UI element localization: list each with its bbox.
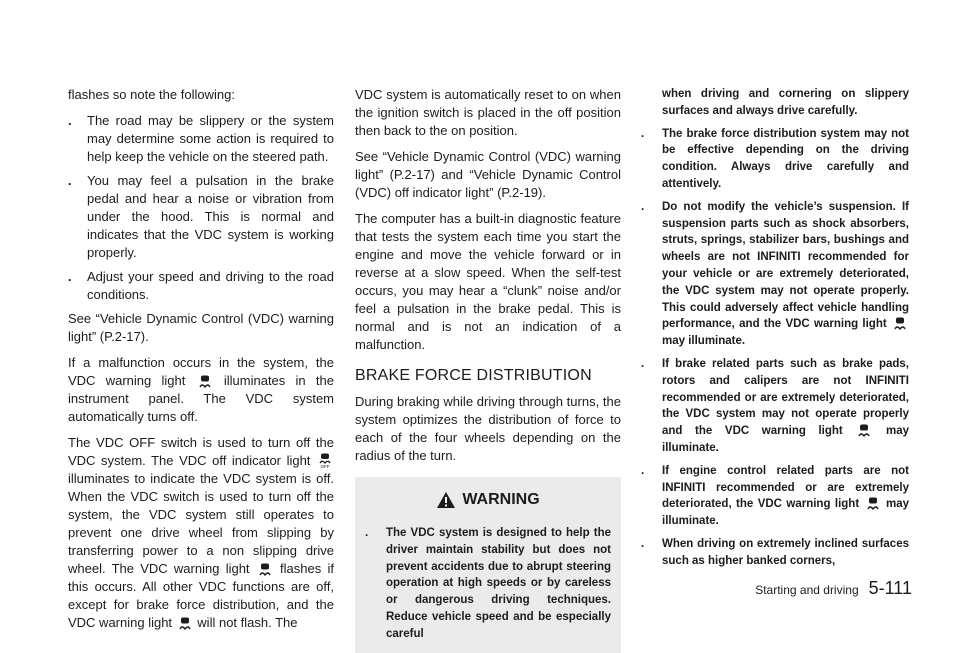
page-footer — [755, 578, 912, 599]
vdc-off-indicator-icon — [318, 453, 332, 468]
svg-text:OFF: OFF — [320, 463, 330, 468]
vdc-warning-light-icon — [258, 562, 272, 576]
column-1 — [68, 86, 334, 640]
section-heading: BRAKE FORCE DISTRIBUTION — [355, 367, 592, 384]
vdc-warning-light-icon — [857, 423, 871, 437]
list-item: . The road may be slippery or the system may determine some action is required to help keep the vehicle on the steered path. — [68, 113, 334, 164]
vdc-warning-light-icon — [198, 374, 212, 388]
column-2 — [355, 86, 621, 653]
intro-text: flashes so note the following: — [68, 87, 235, 102]
page-number: 5-111 — [868, 578, 912, 598]
warning-header — [365, 489, 611, 511]
footer-section-title: Starting and driving — [755, 583, 859, 597]
column-3 — [641, 86, 909, 576]
see-reference: See “Vehicle Dynamic Control (VDC) warning light” (P.2-17). — [68, 311, 334, 344]
warning-item: . The brake force distribution system may not be effective depending on the driving condition. Always drive carefully and attentively. — [641, 127, 909, 190]
warning-continuation: when driving and cornering on slippery surfaces and always drive carefully. — [662, 88, 909, 117]
warning-item: . Do not modify the vehicle’s suspension. If suspension parts such as shock absorbers, struts, springs, stabilizer bars, bushings and wheels are not INFINITI recommended for your vehicle or are extremely deteriorated, the VDC system may not operate properly. This could adversely affect vehicle handling performance, and the VDC warning light may illuminate. — [641, 200, 909, 348]
malfunction-paragraph: If a malfunction occurs in the system, the VDC warning light illuminates in the instrument panel. The VDC system automatically turns off. — [68, 355, 334, 424]
warning-title: WARNING — [462, 491, 540, 508]
warning-item: . The VDC system is designed to help the driver maintain stability but does not prevent accidents due to abrupt steering operation at high speeds or by careless or dangerous driving techniques. Reduce vehicle speed and be especially careful — [365, 527, 611, 640]
list-item: . You may feel a pulsation in the brake pedal and hear a noise or vibration from under the hood. This is normal and indicates that the VDC system is working properly. — [68, 173, 334, 260]
warning-triangle-icon — [436, 491, 456, 509]
diagnostic-paragraph: The computer has a built-in diagnostic feature that tests the system each time you start the engine and move the vehicle forward or in reverse at a slow speed. When the self-test occurs, you may hear a “clunk” noise and/or feel a pulsation in the brake pedal. This is normal and is not an indication of a malfunction. — [355, 211, 621, 352]
vdc-warning-light-icon — [178, 616, 192, 630]
vdc-off-paragraph: The VDC OFF switch is used to turn off the VDC system. The VDC off indicator light OFF illuminates to indicate the VDC system is off. When the VDC switch is used to turn off the system, the VDC system still operates to prevent one drive wheel from slipping by transferring power to a non slipping drive wheel. The VDC warning light flashes if this occurs. All other VDC functions are off, except for brake force distribution, and the VDC warning light will not flash. The — [68, 435, 334, 630]
see-reference: See “Vehicle Dynamic Control (VDC) warning light” (P.2-17) and “Vehicle Dynamic Control (VDC) off indicator light” (P.2-19). — [355, 149, 621, 200]
warning-item: . If engine control related parts are not INFINITI recommended or are extremely deteriorated, the VDC warning light may illuminate. — [641, 464, 909, 528]
warning-box — [355, 477, 621, 653]
warning-item: . If brake related parts such as brake pads, rotors and calipers are not INFINITI recommended or are extremely deteriorated, the VDC system may not operate properly and the VDC warning light may illuminate. — [641, 357, 909, 454]
vdc-warning-light-icon — [866, 496, 880, 510]
warning-item: . When driving on extremely inclined surfaces such as higher banked corners, — [641, 537, 909, 567]
brake-force-paragraph: During braking while driving through turns, the system optimizes the distribution of force to each of the four wheels depending on the radius of the turn. — [355, 394, 621, 463]
vdc-warning-light-icon — [893, 316, 907, 330]
reset-paragraph: VDC system is automatically reset to on when the ignition switch is placed in the off position then back to the on position. — [355, 87, 621, 138]
list-item: . Adjust your speed and driving to the road conditions. — [68, 269, 334, 302]
